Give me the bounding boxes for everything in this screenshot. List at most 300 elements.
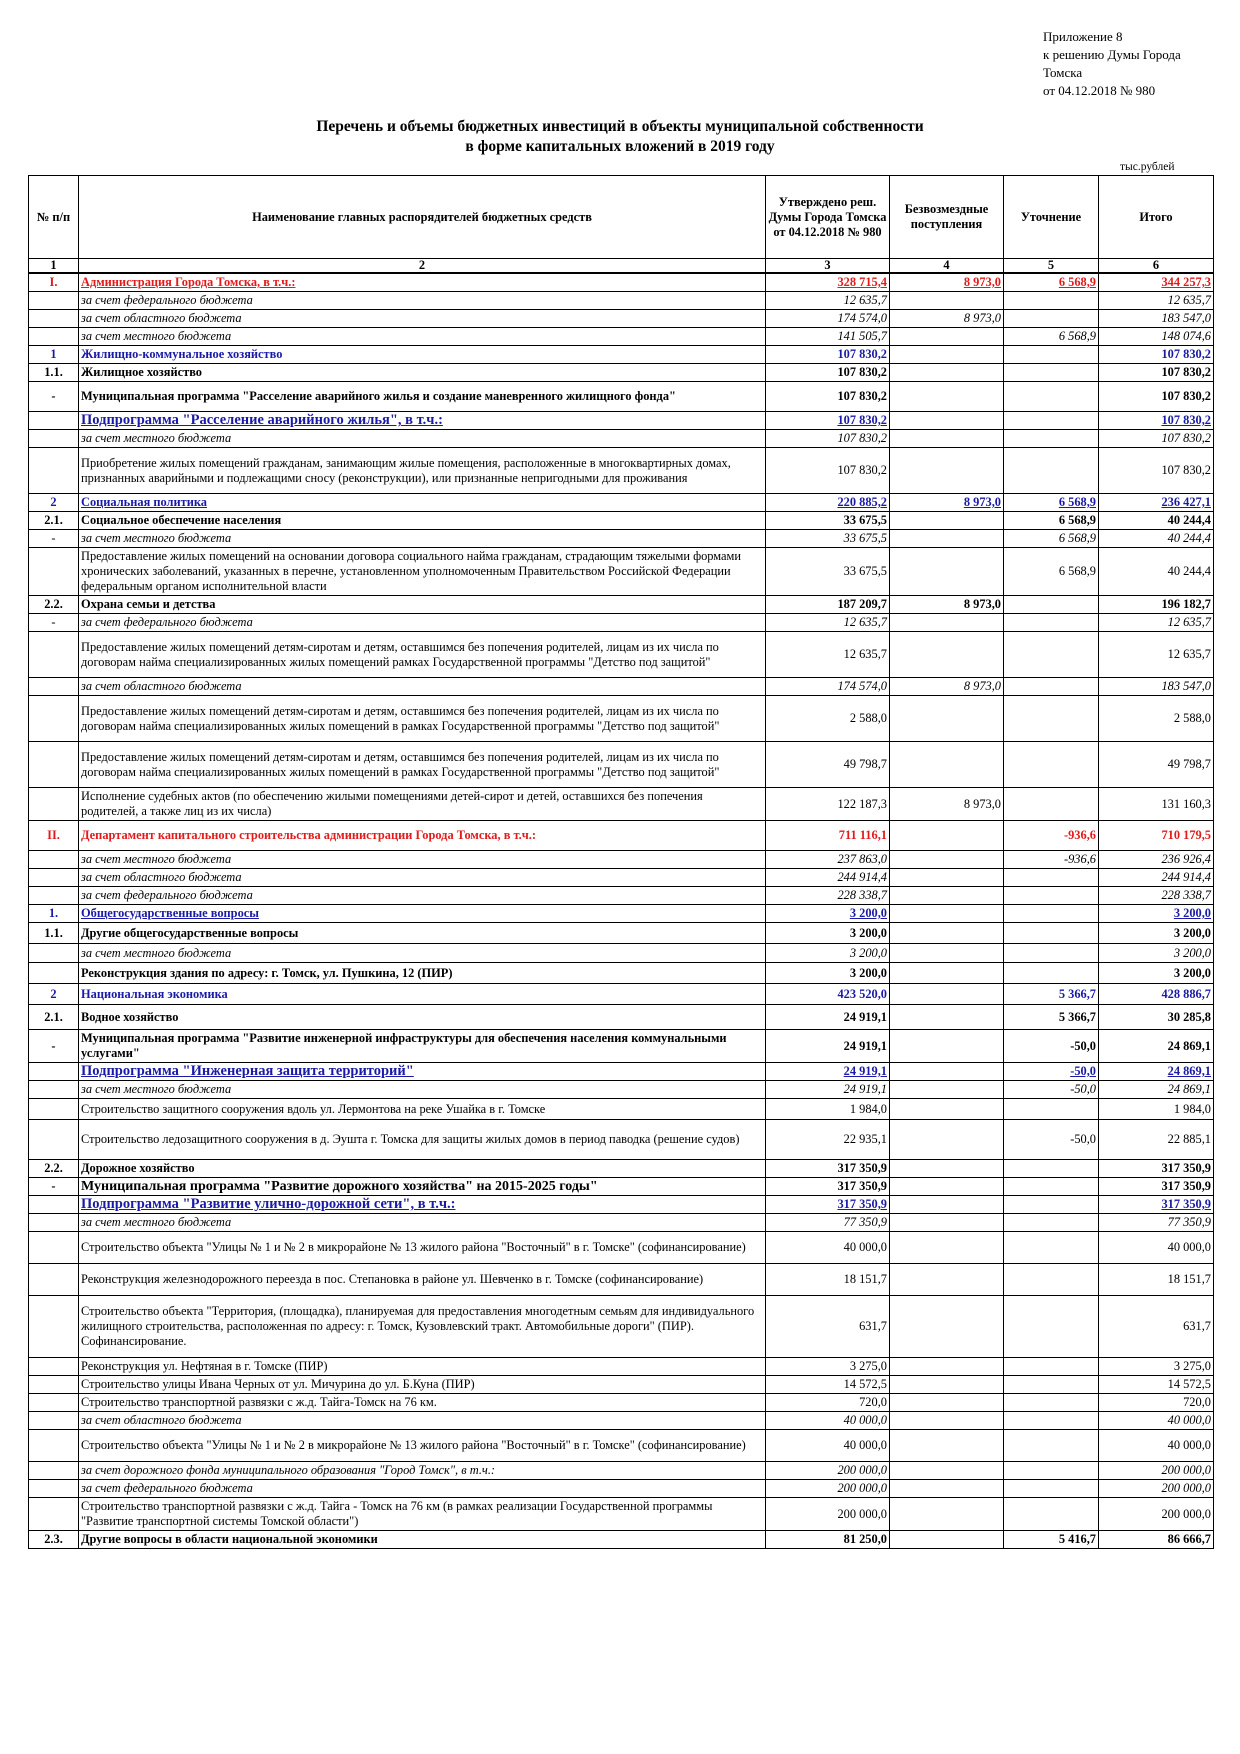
row-name: Строительство улицы Ивана Черных от ул. Мичурина до ул. Б.Куна (ПИР) xyxy=(79,1376,766,1394)
row-name: Строительство защитного сооружения вдоль ул. Лермонтова на реке Ушайка в г. Томске xyxy=(79,1099,766,1120)
table-row xyxy=(29,923,1214,944)
row-name: за счет федерального бюджета xyxy=(79,1480,766,1498)
table-row xyxy=(29,596,1214,614)
row-total-value: 12 635,7 xyxy=(1099,614,1214,632)
row-total-value: 86 666,7 xyxy=(1099,1531,1214,1549)
row-approved-value: 228 338,7 xyxy=(766,887,890,905)
row-total-value: 77 350,9 xyxy=(1099,1214,1214,1232)
row-total-value: 1 984,0 xyxy=(1099,1099,1214,1120)
row-grants-value xyxy=(890,851,1004,869)
row-number xyxy=(29,1412,79,1430)
row-approved-value: 107 830,2 xyxy=(766,364,890,382)
header-approved: Утверждено реш. Думы Города Томска от 04.12.2018 № 980 xyxy=(766,176,890,259)
table-row xyxy=(29,1178,1214,1196)
row-number xyxy=(29,742,79,788)
row-number xyxy=(29,788,79,821)
row-name: Жилищное хозяйство xyxy=(79,364,766,382)
row-approved-value: 174 574,0 xyxy=(766,310,890,328)
header-row xyxy=(29,176,1214,259)
row-number xyxy=(29,448,79,494)
row-grants-value xyxy=(890,1120,1004,1160)
row-total-value: 40 244,4 xyxy=(1099,548,1214,596)
row-name: Предоставление жилых помещений детям-сиротам и детям, оставшимся без попечения родителей, лицам из их числа по договорам найма специализированных жилых помещений в рамках Государственной программы "Детство под защитой" xyxy=(79,696,766,742)
row-number xyxy=(29,1099,79,1120)
table-row xyxy=(29,614,1214,632)
row-total-value: 183 547,0 xyxy=(1099,310,1214,328)
row-total-value: 244 914,4 xyxy=(1099,869,1214,887)
row-grants-value xyxy=(890,1160,1004,1178)
row-number xyxy=(29,1462,79,1480)
row-number xyxy=(29,1063,79,1081)
row-grants-value xyxy=(890,944,1004,963)
row-number: 2.2. xyxy=(29,1160,79,1178)
table-row xyxy=(29,1160,1214,1178)
row-number xyxy=(29,1232,79,1264)
row-grants-value xyxy=(890,1376,1004,1394)
row-number: 2 xyxy=(29,984,79,1005)
row-grants-value xyxy=(890,1531,1004,1549)
row-grants-value xyxy=(890,382,1004,412)
row-total-value: 40 244,4 xyxy=(1099,512,1214,530)
row-number: - xyxy=(29,1030,79,1063)
row-approved-value: 3 200,0 xyxy=(766,944,890,963)
row-refine-value xyxy=(1004,1232,1099,1264)
row-refine-value xyxy=(1004,1376,1099,1394)
appendix-line: к решению Думы Города xyxy=(1043,47,1181,62)
header-no: № п/п xyxy=(29,176,79,259)
table-row xyxy=(29,632,1214,678)
row-approved-value: 631,7 xyxy=(766,1296,890,1358)
row-grants-value xyxy=(890,1430,1004,1462)
row-refine-value xyxy=(1004,1214,1099,1232)
table-row xyxy=(29,905,1214,923)
row-grants-value xyxy=(890,1214,1004,1232)
row-number xyxy=(29,696,79,742)
row-refine-value xyxy=(1004,1498,1099,1531)
row-refine-value xyxy=(1004,923,1099,944)
row-approved-value: 720,0 xyxy=(766,1394,890,1412)
row-refine-value xyxy=(1004,788,1099,821)
row-refine-value: -50,0 xyxy=(1004,1063,1099,1081)
row-refine-value xyxy=(1004,448,1099,494)
row-name: за счет федерального бюджета xyxy=(79,614,766,632)
row-refine-value xyxy=(1004,1196,1099,1214)
row-number xyxy=(29,1214,79,1232)
row-name: Реконструкция здания по адресу: г. Томск, ул. Пушкина, 12 (ПИР) xyxy=(79,963,766,984)
row-approved-value: 107 830,2 xyxy=(766,346,890,364)
row-grants-value xyxy=(890,742,1004,788)
table-row xyxy=(29,1214,1214,1232)
table-row xyxy=(29,530,1214,548)
row-total-value: 18 151,7 xyxy=(1099,1264,1214,1296)
table-row xyxy=(29,273,1214,292)
row-grants-value xyxy=(890,1099,1004,1120)
row-name: Реконструкция железнодорожного переезда в пос. Степановка в районе ул. Шевченко в г. Томске (софинансирование) xyxy=(79,1264,766,1296)
table-row xyxy=(29,1358,1214,1376)
appendix-note xyxy=(1043,28,1233,100)
row-refine-value xyxy=(1004,1394,1099,1412)
row-number xyxy=(29,678,79,696)
row-name: за счет областного бюджета xyxy=(79,310,766,328)
document-title xyxy=(0,117,1240,157)
row-name: Строительство объекта "Территория, (площадка), планируемая для предоставления многодетным семьям для индивидуального жилищного строительства, расположенная по адресу: г. Томск, Кузовлевский тракт. Автомобильные дороги" (ПИР). Софинансирование. xyxy=(79,1296,766,1358)
row-total-value: 710 179,5 xyxy=(1099,821,1214,851)
row-number: 1. xyxy=(29,905,79,923)
row-number: 1 xyxy=(29,346,79,364)
row-name: за счет областного бюджета xyxy=(79,1412,766,1430)
row-number: 2.1. xyxy=(29,512,79,530)
row-total-value: 200 000,0 xyxy=(1099,1480,1214,1498)
row-approved-value: 107 830,2 xyxy=(766,430,890,448)
row-grants-value xyxy=(890,1030,1004,1063)
row-refine-value xyxy=(1004,1296,1099,1358)
row-grants-value xyxy=(890,984,1004,1005)
table-row xyxy=(29,1498,1214,1531)
row-name: за счет местного бюджета xyxy=(79,328,766,346)
row-grants-value xyxy=(890,905,1004,923)
row-total-value: 3 200,0 xyxy=(1099,963,1214,984)
row-total-value: 3 200,0 xyxy=(1099,944,1214,963)
appendix-line: Приложение 8 xyxy=(1043,29,1123,44)
row-approved-value: 33 675,5 xyxy=(766,512,890,530)
row-total-value: 344 257,3 xyxy=(1099,273,1214,292)
investment-table xyxy=(28,175,1214,1549)
row-name: Строительство ледозащитного сооружения в д. Эушта г. Томска для защиты жилых домов в период паводка (решение судов) xyxy=(79,1120,766,1160)
row-total-value: 317 350,9 xyxy=(1099,1160,1214,1178)
row-grants-value xyxy=(890,1063,1004,1081)
row-refine-value xyxy=(1004,963,1099,984)
row-number xyxy=(29,887,79,905)
row-name: Подпрограмма "Развитие улично-дорожной сети", в т.ч.: xyxy=(79,1196,766,1214)
row-name: за счет местного бюджета xyxy=(79,851,766,869)
row-number xyxy=(29,1358,79,1376)
table-row xyxy=(29,1430,1214,1462)
row-grants-value xyxy=(890,430,1004,448)
row-total-value: 14 572,5 xyxy=(1099,1376,1214,1394)
row-approved-value: 3 275,0 xyxy=(766,1358,890,1376)
header-refine: Уточнение xyxy=(1004,176,1099,259)
row-grants-value xyxy=(890,1178,1004,1196)
row-refine-value: 6 568,9 xyxy=(1004,530,1099,548)
table-row xyxy=(29,1480,1214,1498)
row-grants-value: 8 973,0 xyxy=(890,788,1004,821)
column-number: 5 xyxy=(1004,259,1099,274)
row-grants-value xyxy=(890,869,1004,887)
row-grants-value xyxy=(890,963,1004,984)
table-row xyxy=(29,1376,1214,1394)
row-refine-value: -936,6 xyxy=(1004,821,1099,851)
row-approved-value: 12 635,7 xyxy=(766,614,890,632)
row-name: Строительство объекта "Улицы № 1 и № 2 в микрорайоне № 13 жилого района "Восточный" в г. Томске" (софинансирование) xyxy=(79,1232,766,1264)
row-refine-value xyxy=(1004,1412,1099,1430)
row-approved-value: 122 187,3 xyxy=(766,788,890,821)
table-row xyxy=(29,1232,1214,1264)
table-row xyxy=(29,548,1214,596)
row-refine-value xyxy=(1004,614,1099,632)
column-number: 6 xyxy=(1099,259,1214,274)
header-total: Итого xyxy=(1099,176,1214,259)
row-approved-value: 220 885,2 xyxy=(766,494,890,512)
table-row xyxy=(29,412,1214,430)
appendix-line: от 04.12.2018 № 980 xyxy=(1043,83,1156,98)
row-approved-value: 423 520,0 xyxy=(766,984,890,1005)
row-number xyxy=(29,944,79,963)
row-total-value: 22 885,1 xyxy=(1099,1120,1214,1160)
row-refine-value xyxy=(1004,1160,1099,1178)
row-total-value: 3 200,0 xyxy=(1099,923,1214,944)
row-refine-value xyxy=(1004,678,1099,696)
row-grants-value xyxy=(890,1394,1004,1412)
appendix-line: Томска xyxy=(1043,65,1083,80)
row-total-value: 49 798,7 xyxy=(1099,742,1214,788)
row-name: Жилищно-коммунальное хозяйство xyxy=(79,346,766,364)
row-grants-value xyxy=(890,1498,1004,1531)
row-grants-value xyxy=(890,512,1004,530)
row-number: 2.1. xyxy=(29,1005,79,1030)
table-row xyxy=(29,430,1214,448)
row-refine-value xyxy=(1004,696,1099,742)
row-approved-value: 3 200,0 xyxy=(766,923,890,944)
row-grants-value xyxy=(890,821,1004,851)
row-number xyxy=(29,632,79,678)
row-approved-value: 81 250,0 xyxy=(766,1531,890,1549)
table-row xyxy=(29,1264,1214,1296)
row-approved-value: 107 830,2 xyxy=(766,412,890,430)
row-name: Предоставление жилых помещений детям-сиротам и детям, оставшимся без попечения родителей, лицам из их числа по договорам найма специализированных жилых помещений рамках Государственной программы "Детство под защитой" xyxy=(79,632,766,678)
row-total-value: 631,7 xyxy=(1099,1296,1214,1358)
units-label: тыс.рублей xyxy=(1120,161,1175,173)
row-grants-value: 8 973,0 xyxy=(890,273,1004,292)
row-number xyxy=(29,1296,79,1358)
table-row xyxy=(29,944,1214,963)
row-total-value: 317 350,9 xyxy=(1099,1178,1214,1196)
row-refine-value xyxy=(1004,944,1099,963)
row-approved-value: 711 116,1 xyxy=(766,821,890,851)
title-line-2: в форме капитальных вложений в 2019 году xyxy=(465,138,775,155)
table-row xyxy=(29,821,1214,851)
row-number: 1.1. xyxy=(29,923,79,944)
row-name: Строительство транспортной развязки с ж.д. Тайга-Томск на 76 км. xyxy=(79,1394,766,1412)
row-name: Муниципальная программа "Развитие дорожного хозяйства" на 2015-2025 годы" xyxy=(79,1178,766,1196)
row-name: за счет федерального бюджета xyxy=(79,292,766,310)
row-approved-value: 14 572,5 xyxy=(766,1376,890,1394)
row-grants-value: 8 973,0 xyxy=(890,494,1004,512)
row-total-value: 40 244,4 xyxy=(1099,530,1214,548)
row-total-value: 2 588,0 xyxy=(1099,696,1214,742)
row-grants-value xyxy=(890,530,1004,548)
row-number xyxy=(29,1394,79,1412)
row-total-value: 200 000,0 xyxy=(1099,1462,1214,1480)
row-refine-value: 6 568,9 xyxy=(1004,328,1099,346)
row-number: - xyxy=(29,530,79,548)
row-number xyxy=(29,310,79,328)
row-grants-value xyxy=(890,1196,1004,1214)
row-name: Подпрограмма "Расселение аварийного жилья", в т.ч.: xyxy=(79,412,766,430)
row-number xyxy=(29,1120,79,1160)
table-row xyxy=(29,292,1214,310)
row-number: I. xyxy=(29,273,79,292)
row-name: Дорожное хозяйство xyxy=(79,1160,766,1178)
row-name: Водное хозяйство xyxy=(79,1005,766,1030)
row-refine-value xyxy=(1004,1264,1099,1296)
row-approved-value: 317 350,9 xyxy=(766,1196,890,1214)
row-approved-value: 187 209,7 xyxy=(766,596,890,614)
row-approved-value: 49 798,7 xyxy=(766,742,890,788)
row-approved-value: 33 675,5 xyxy=(766,548,890,596)
row-total-value: 40 000,0 xyxy=(1099,1412,1214,1430)
row-approved-value: 200 000,0 xyxy=(766,1480,890,1498)
table-row xyxy=(29,851,1214,869)
table-row xyxy=(29,788,1214,821)
table-row xyxy=(29,696,1214,742)
row-total-value: 3 275,0 xyxy=(1099,1358,1214,1376)
row-number xyxy=(29,412,79,430)
row-number xyxy=(29,548,79,596)
row-number: 2.3. xyxy=(29,1531,79,1549)
row-number xyxy=(29,1196,79,1214)
row-refine-value xyxy=(1004,905,1099,923)
row-number xyxy=(29,1480,79,1498)
row-total-value: 24 869,1 xyxy=(1099,1063,1214,1081)
row-total-value: 24 869,1 xyxy=(1099,1030,1214,1063)
row-refine-value: -50,0 xyxy=(1004,1030,1099,1063)
row-refine-value: 6 568,9 xyxy=(1004,548,1099,596)
row-approved-value: 328 715,4 xyxy=(766,273,890,292)
row-number xyxy=(29,292,79,310)
row-grants-value xyxy=(890,1232,1004,1264)
row-refine-value xyxy=(1004,1480,1099,1498)
row-number: 2 xyxy=(29,494,79,512)
table-row xyxy=(29,1099,1214,1120)
table-row xyxy=(29,1081,1214,1099)
row-grants-value xyxy=(890,696,1004,742)
row-grants-value xyxy=(890,1480,1004,1498)
row-refine-value: -50,0 xyxy=(1004,1081,1099,1099)
row-approved-value: 24 919,1 xyxy=(766,1030,890,1063)
title-line-1: Перечень и объемы бюджетных инвестиций в объекты муниципальной собственности xyxy=(316,118,924,135)
table-row xyxy=(29,1063,1214,1081)
row-grants-value xyxy=(890,1358,1004,1376)
row-number xyxy=(29,963,79,984)
row-total-value: 428 886,7 xyxy=(1099,984,1214,1005)
column-number: 3 xyxy=(766,259,890,274)
row-total-value: 107 830,2 xyxy=(1099,364,1214,382)
row-approved-value: 77 350,9 xyxy=(766,1214,890,1232)
table-row xyxy=(29,742,1214,788)
row-refine-value: 5 416,7 xyxy=(1004,1531,1099,1549)
row-number xyxy=(29,1376,79,1394)
row-total-value: 236 427,1 xyxy=(1099,494,1214,512)
row-refine-value: 6 568,9 xyxy=(1004,273,1099,292)
row-refine-value xyxy=(1004,632,1099,678)
row-grants-value xyxy=(890,1296,1004,1358)
row-total-value: 720,0 xyxy=(1099,1394,1214,1412)
row-refine-value xyxy=(1004,430,1099,448)
row-total-value: 131 160,3 xyxy=(1099,788,1214,821)
row-name: Охрана семьи и детства xyxy=(79,596,766,614)
row-name: Строительство транспортной развязки с ж.д. Тайга - Томск на 76 км (в рамках реализации Государственной программы "Развитие транспортной системы Томской области") xyxy=(79,1498,766,1531)
row-refine-value xyxy=(1004,364,1099,382)
row-refine-value xyxy=(1004,310,1099,328)
row-total-value: 12 635,7 xyxy=(1099,292,1214,310)
table-row xyxy=(29,310,1214,328)
row-total-value: 107 830,2 xyxy=(1099,448,1214,494)
row-refine-value xyxy=(1004,292,1099,310)
row-grants-value xyxy=(890,887,1004,905)
table-row xyxy=(29,328,1214,346)
header-grants: Безвозмездные поступления xyxy=(890,176,1004,259)
row-grants-value xyxy=(890,614,1004,632)
row-approved-value: 22 935,1 xyxy=(766,1120,890,1160)
row-name: за счет областного бюджета xyxy=(79,678,766,696)
row-name: за счет местного бюджета xyxy=(79,530,766,548)
row-grants-value xyxy=(890,328,1004,346)
row-total-value: 196 182,7 xyxy=(1099,596,1214,614)
row-refine-value: -50,0 xyxy=(1004,1120,1099,1160)
row-total-value: 12 635,7 xyxy=(1099,632,1214,678)
row-approved-value: 40 000,0 xyxy=(766,1232,890,1264)
row-approved-value: 200 000,0 xyxy=(766,1462,890,1480)
table-row xyxy=(29,1030,1214,1063)
row-grants-value xyxy=(890,346,1004,364)
row-total-value: 107 830,2 xyxy=(1099,346,1214,364)
table-row xyxy=(29,1005,1214,1030)
row-name: Предоставление жилых помещений детям-сиротам и детям, оставшимся без попечения родителей, лицам из их числа по договорам найма специализированных жилых помещений в рамках Государственной программы "Детство под защитой" xyxy=(79,742,766,788)
row-total-value: 107 830,2 xyxy=(1099,412,1214,430)
table-row xyxy=(29,963,1214,984)
row-name: Департамент капитального строительства администрации Города Томска, в т.ч.: xyxy=(79,821,766,851)
table-row xyxy=(29,1412,1214,1430)
row-name: за счет местного бюджета xyxy=(79,430,766,448)
row-refine-value xyxy=(1004,1430,1099,1462)
table-row xyxy=(29,512,1214,530)
column-number: 4 xyxy=(890,259,1004,274)
row-number: 2.2. xyxy=(29,596,79,614)
row-name: за счет областного бюджета xyxy=(79,869,766,887)
row-total-value: 183 547,0 xyxy=(1099,678,1214,696)
row-refine-value xyxy=(1004,742,1099,788)
row-total-value: 3 200,0 xyxy=(1099,905,1214,923)
row-number xyxy=(29,430,79,448)
column-number-row xyxy=(29,259,1214,274)
row-total-value: 24 869,1 xyxy=(1099,1081,1214,1099)
row-approved-value: 24 919,1 xyxy=(766,1063,890,1081)
row-name: Подпрограмма "Инженерная защита территорий" xyxy=(79,1063,766,1081)
row-name: Муниципальная программа "Развитие инженерной инфраструктуры для обеспечения населения коммунальными услугами" xyxy=(79,1030,766,1063)
row-approved-value: 244 914,4 xyxy=(766,869,890,887)
table-row xyxy=(29,1394,1214,1412)
row-refine-value xyxy=(1004,382,1099,412)
row-approved-value: 18 151,7 xyxy=(766,1264,890,1296)
row-number: II. xyxy=(29,821,79,851)
row-grants-value xyxy=(890,1412,1004,1430)
row-name: за счет дорожного фонда муниципального образования "Город Томск", в т.ч.: xyxy=(79,1462,766,1480)
row-approved-value: 3 200,0 xyxy=(766,905,890,923)
row-refine-value: 5 366,7 xyxy=(1004,984,1099,1005)
table-row xyxy=(29,382,1214,412)
row-approved-value: 40 000,0 xyxy=(766,1412,890,1430)
row-grants-value xyxy=(890,1005,1004,1030)
table-row xyxy=(29,869,1214,887)
table-body xyxy=(29,273,1214,1549)
row-number: 1.1. xyxy=(29,364,79,382)
row-refine-value: 5 366,7 xyxy=(1004,1005,1099,1030)
table-row xyxy=(29,346,1214,364)
row-refine-value: 6 568,9 xyxy=(1004,494,1099,512)
row-approved-value: 317 350,9 xyxy=(766,1160,890,1178)
row-grants-value xyxy=(890,632,1004,678)
row-refine-value xyxy=(1004,1358,1099,1376)
